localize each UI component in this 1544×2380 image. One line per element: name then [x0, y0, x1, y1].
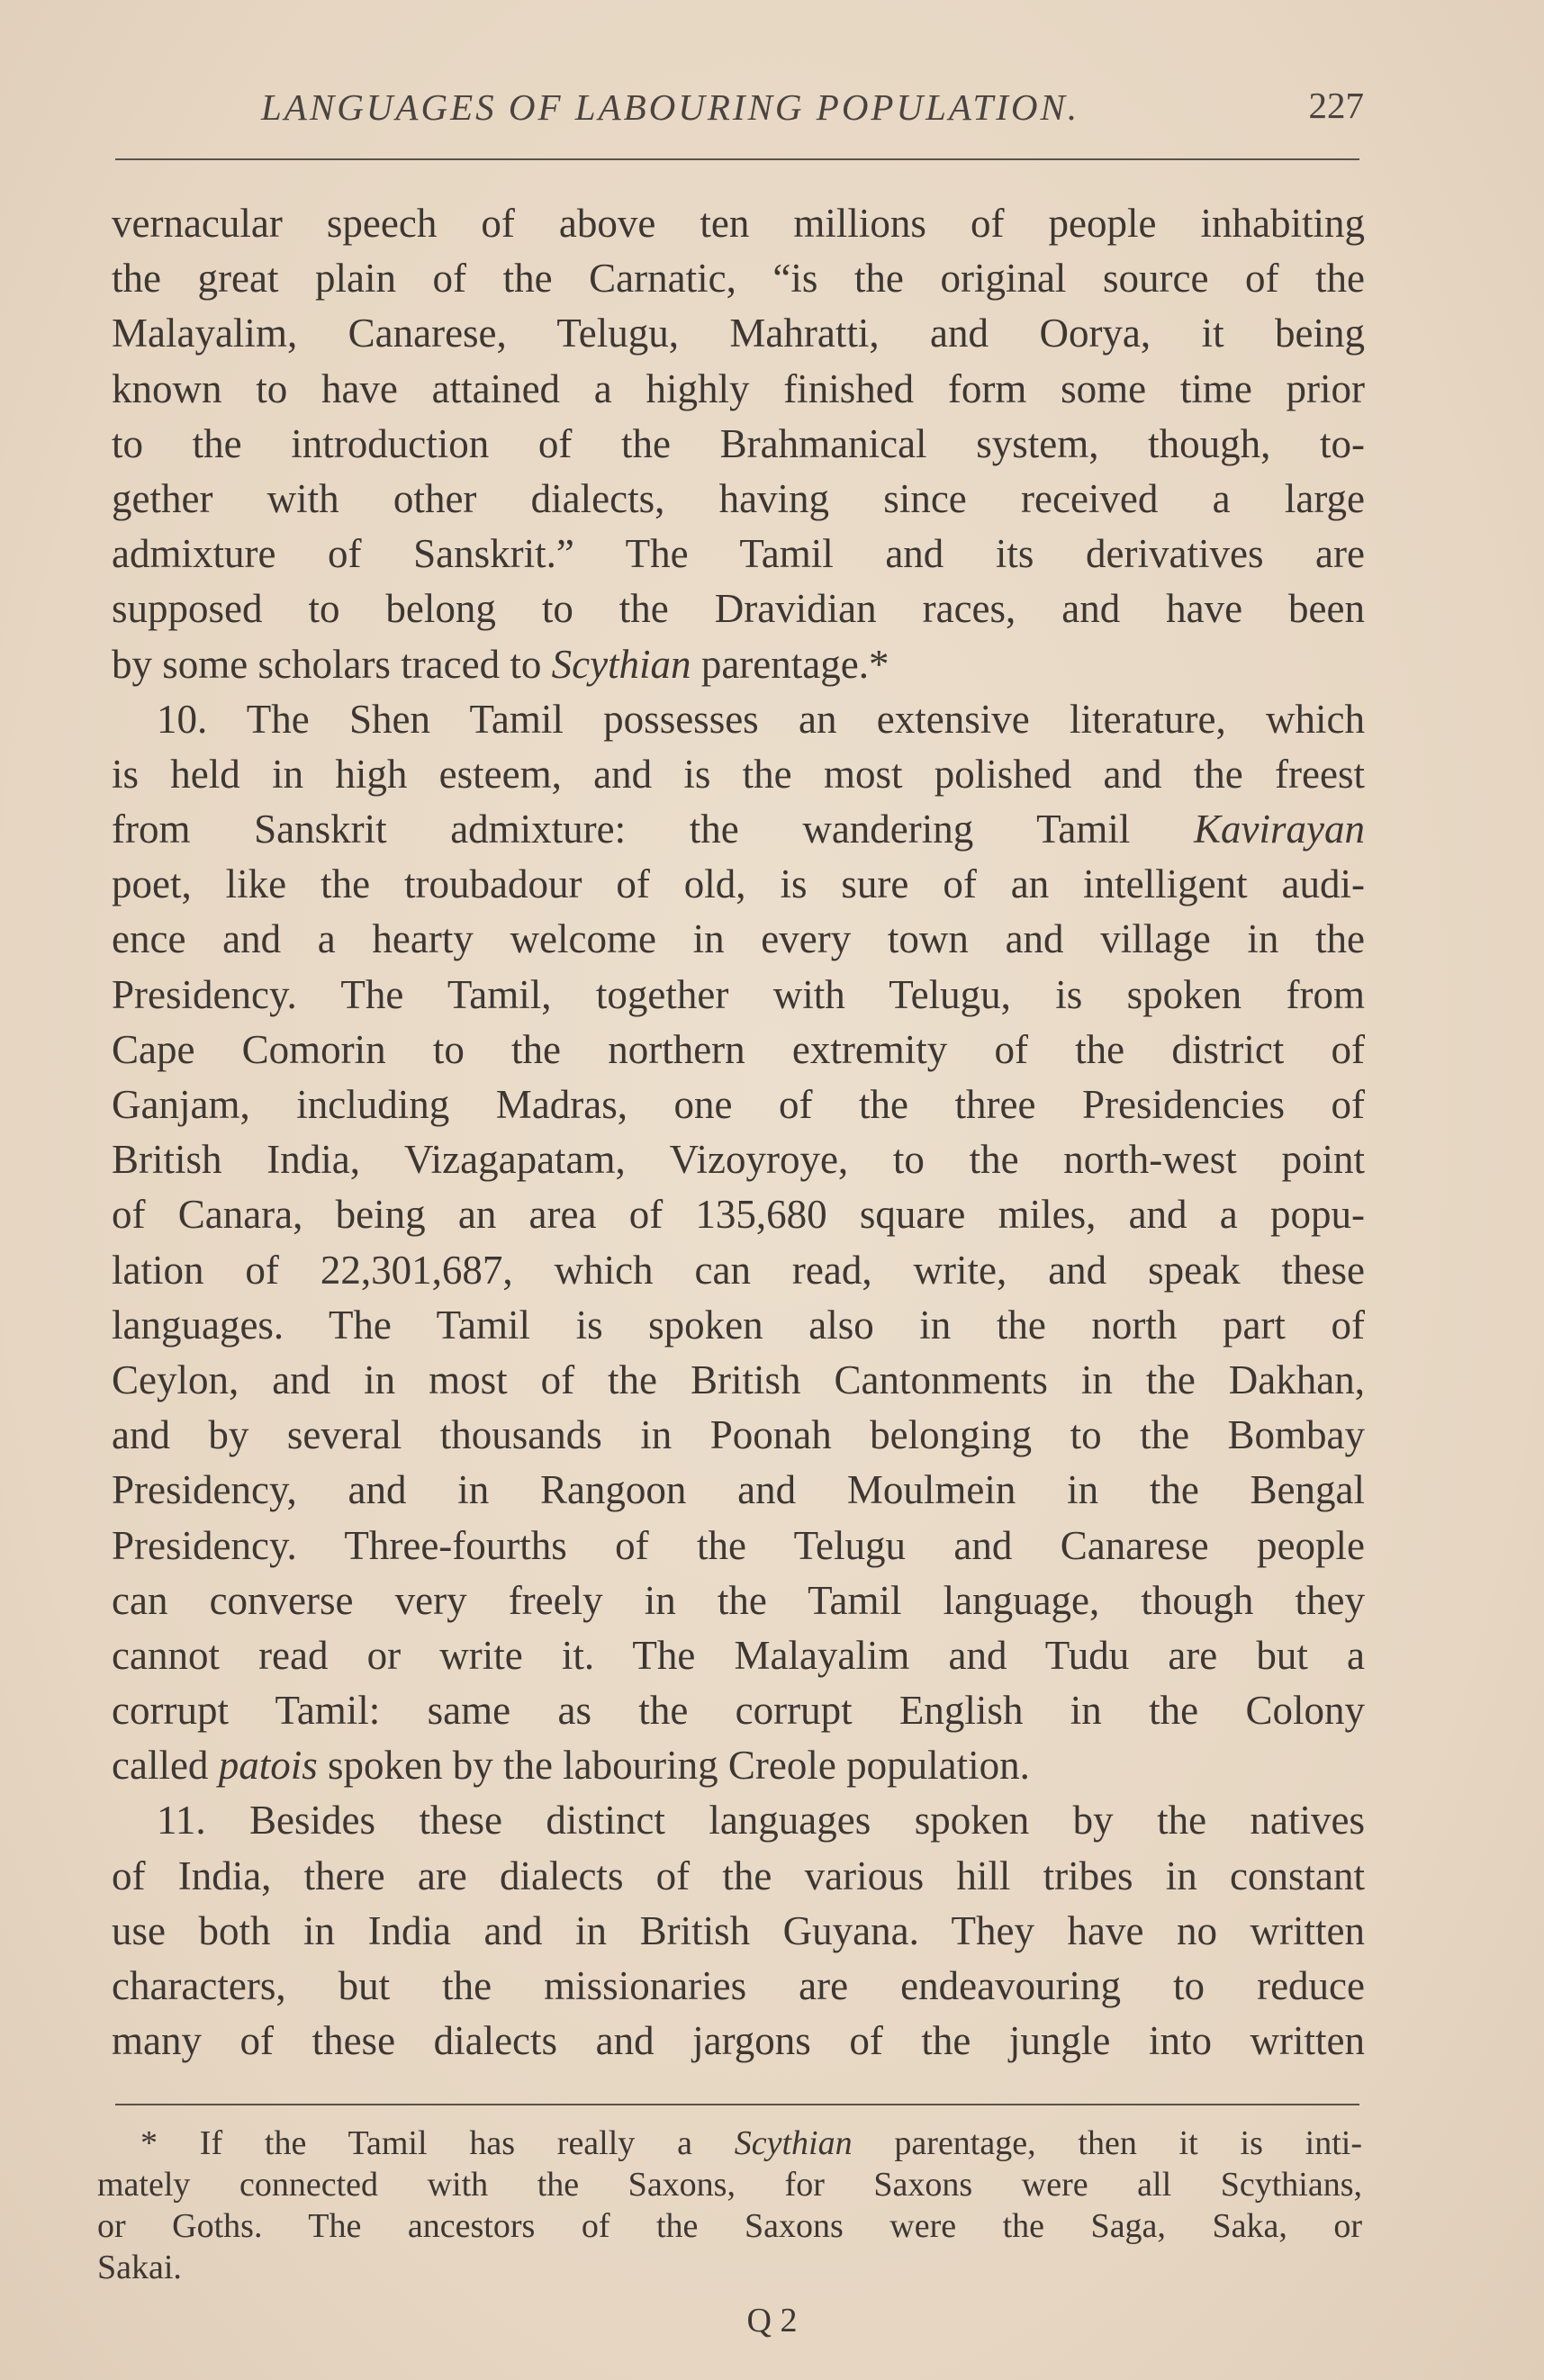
text-line: Presidency, and in Rangoon and Moulmein in the Bengal [112, 1467, 1365, 1513]
text-fragment: by some scholars traced to [112, 641, 552, 687]
text-line: cannot read or write it. The Malayalim and Tudu are but a [112, 1632, 1365, 1678]
text-line: Presidency. The Tamil, together with Telugu, is spoken from [112, 971, 1365, 1017]
text-line: Ceylon, and in most of the British Cantonments in the Dakhan, [112, 1357, 1365, 1402]
italic-word: Scythian [551, 641, 691, 687]
text-line: British India, Vizagapatam, Vizoyroye, to the north-west point [112, 1137, 1365, 1183]
signature-mark: Q 2 [746, 2302, 798, 2339]
text-line: to the introduction of the Brahmanical system, though, to- [112, 420, 1365, 466]
italic-word: Kavirayan [1194, 807, 1365, 852]
text-line: can converse very freely in the Tamil language, though they [112, 1577, 1365, 1623]
text-line: languages. The Tamil is spoken also in the north part of [112, 1302, 1365, 1348]
paragraph-10-start: 10. The Shen Tamil possesses an extensive literature, which [157, 696, 1365, 742]
italic-word: patois [218, 1743, 318, 1789]
text-line: lation of 22,301,687, which can read, write, and speak these [112, 1247, 1365, 1293]
text-line: Cape Comorin to the northern extremity of the district of [112, 1026, 1365, 1072]
text-line: the great plain of the Carnatic, “is the original source of the [112, 256, 1365, 302]
text-fragment: * If the Tamil has really a [140, 2124, 735, 2162]
text-fragment: from Sanskrit admixture: the wandering Tamil [112, 807, 1195, 852]
text-line: and by several thousands in Poonah belonging to the Bombay [112, 1412, 1365, 1458]
text-fragment: spoken by the labouring Creole population. [317, 1743, 1030, 1789]
italic-word: Scythian [734, 2124, 853, 2162]
text-line [112, 637, 1365, 692]
text-line [112, 802, 1365, 857]
footnote-line: mately connected with the Saxons, for Saxons were all Scythians, [97, 2166, 1362, 2204]
running-head: LANGUAGES OF LABOURING POPULATION. [261, 86, 1080, 128]
page-header [261, 86, 1364, 140]
paragraph-11-start: 11. Besides these distinct languages spoken by the natives [157, 1798, 1365, 1844]
footnote-line: or Goths. The ancestors of the Saxons were the Saga, Saka, or [97, 2207, 1362, 2245]
text-line: of Canara, being an area of 135,680 square miles, and a popu- [112, 1192, 1365, 1238]
footnote-line [97, 2123, 1362, 2164]
footnote-line: Sakai. [97, 2249, 182, 2286]
text-fragment: parentage, then it is inti- [852, 2124, 1363, 2162]
body-text [112, 196, 1365, 2069]
text-fragment: called [112, 1743, 219, 1789]
text-line: gether with other dialects, having since received a large [112, 475, 1365, 521]
text-line: use both in India and in British Guyana. They have no written [112, 1907, 1365, 1953]
text-line: corrupt Tamil: same as the corrupt English in the Colony [112, 1688, 1365, 1734]
footnote-rule [115, 2104, 1359, 2105]
footnote [97, 2123, 1362, 2288]
text-line: is held in high esteem, and is the most polished and the freest [112, 751, 1365, 797]
text-line: of India, there are dialects of the various hill tribes in constant [112, 1853, 1365, 1898]
text-line: Ganjam, including Madras, one of the three Presidencies of [112, 1082, 1365, 1127]
text-line: vernacular speech of above ten millions of people inhabiting [112, 201, 1365, 246]
page-number: 227 [1308, 85, 1364, 126]
text-line: Malayalim, Canarese, Telugu, Mahratti, and Oorya, it being [112, 311, 1365, 356]
text-line: many of these dialects and jargons of the jungle into written [112, 2018, 1365, 2064]
text-line: ence and a hearty welcome in every town and village in the [112, 916, 1365, 962]
text-fragment: parentage.* [691, 641, 889, 687]
text-line: poet, like the troubadour of old, is sure of an intelligent audi- [112, 861, 1365, 907]
text-line [112, 1738, 1365, 1793]
text-line: characters, but the missionaries are endeavouring to reduce [112, 1963, 1365, 2008]
header-rule [115, 158, 1359, 160]
text-line: known to have attained a highly finished form some time prior [112, 365, 1365, 411]
text-line: Presidency. Three-fourths of the Telugu and Canarese people [112, 1522, 1365, 1568]
text-line: supposed to belong to the Dravidian races, and have been [112, 586, 1365, 632]
text-line: admixture of Sanskrit.” The Tamil and its derivatives are [112, 531, 1365, 577]
